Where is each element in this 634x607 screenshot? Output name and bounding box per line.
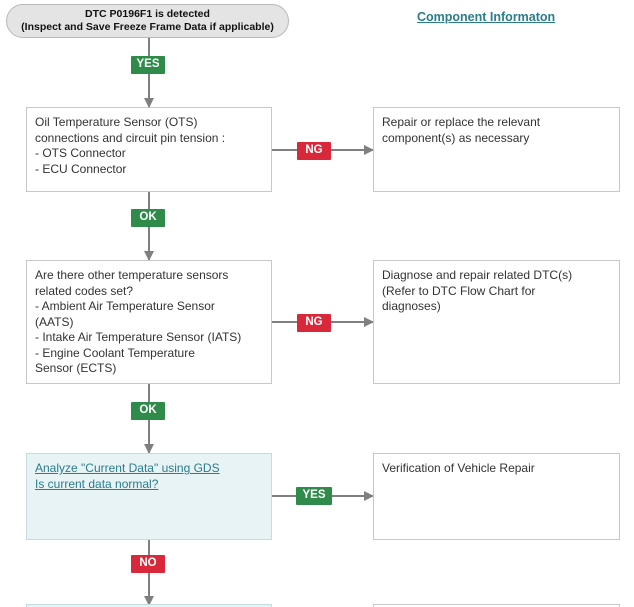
- step2-text-line: - Engine Coolant Temperature: [35, 345, 195, 360]
- analyze-current-data-link[interactable]: Analyze "Current Data" using GDS: [35, 461, 220, 475]
- step2-result-line: diagnoses): [382, 299, 441, 313]
- yes-badge-step3: YES: [296, 487, 332, 505]
- ng-badge-step2: NG: [297, 314, 331, 332]
- current-data-normal-link[interactable]: Is current data normal?: [35, 476, 159, 491]
- step2-text-line: Are there other temperature sensors: [35, 268, 229, 282]
- step1-text-line: - OTS Connector: [35, 146, 126, 160]
- step2-text-line: Sensor (ECTS): [35, 361, 117, 375]
- start-node: [6, 4, 289, 38]
- step1-result-box: [373, 107, 620, 192]
- step2-result-box: [373, 260, 620, 384]
- component-information-link[interactable]: Component Informaton: [417, 10, 556, 24]
- step3-check-box: [26, 453, 272, 540]
- step1-text-line: connections and circuit pin tension :: [35, 130, 226, 145]
- ng-badge-step1: NG: [297, 142, 331, 160]
- no-badge-step3: NO: [131, 555, 165, 573]
- ok-badge-step2: OK: [131, 402, 165, 420]
- step2-text-line: related codes set?: [35, 283, 134, 298]
- step2-text-line: (AATS): [35, 314, 74, 329]
- step1-result-line: component(s) as necessary: [382, 130, 530, 145]
- start-subtitle: (Inspect and Save Freeze Frame Data if applicable): [21, 21, 274, 33]
- step3-result-box: [373, 453, 620, 540]
- yes-badge-start: YES: [131, 56, 165, 74]
- step1-check-box: [26, 107, 272, 192]
- step3-result-line: Verification of Vehicle Repair: [382, 461, 535, 475]
- start-title: DTC P0196F1 is detected: [85, 8, 210, 20]
- step2-result-line: Diagnose and repair related DTC(s): [382, 268, 573, 282]
- step2-text-line: - Ambient Air Temperature Sensor: [35, 299, 215, 313]
- step1-text-line: Oil Temperature Sensor (OTS): [35, 115, 198, 129]
- step2-result-line: (Refer to DTC Flow Chart for: [382, 283, 536, 298]
- step1-text-line: - ECU Connector: [35, 161, 127, 176]
- step1-result-line: Repair or replace the relevant: [382, 115, 541, 129]
- step2-check-box: [26, 260, 272, 384]
- step2-text-line: - Intake Air Temperature Sensor (IATS): [35, 330, 242, 344]
- ok-badge-step1: OK: [131, 209, 165, 227]
